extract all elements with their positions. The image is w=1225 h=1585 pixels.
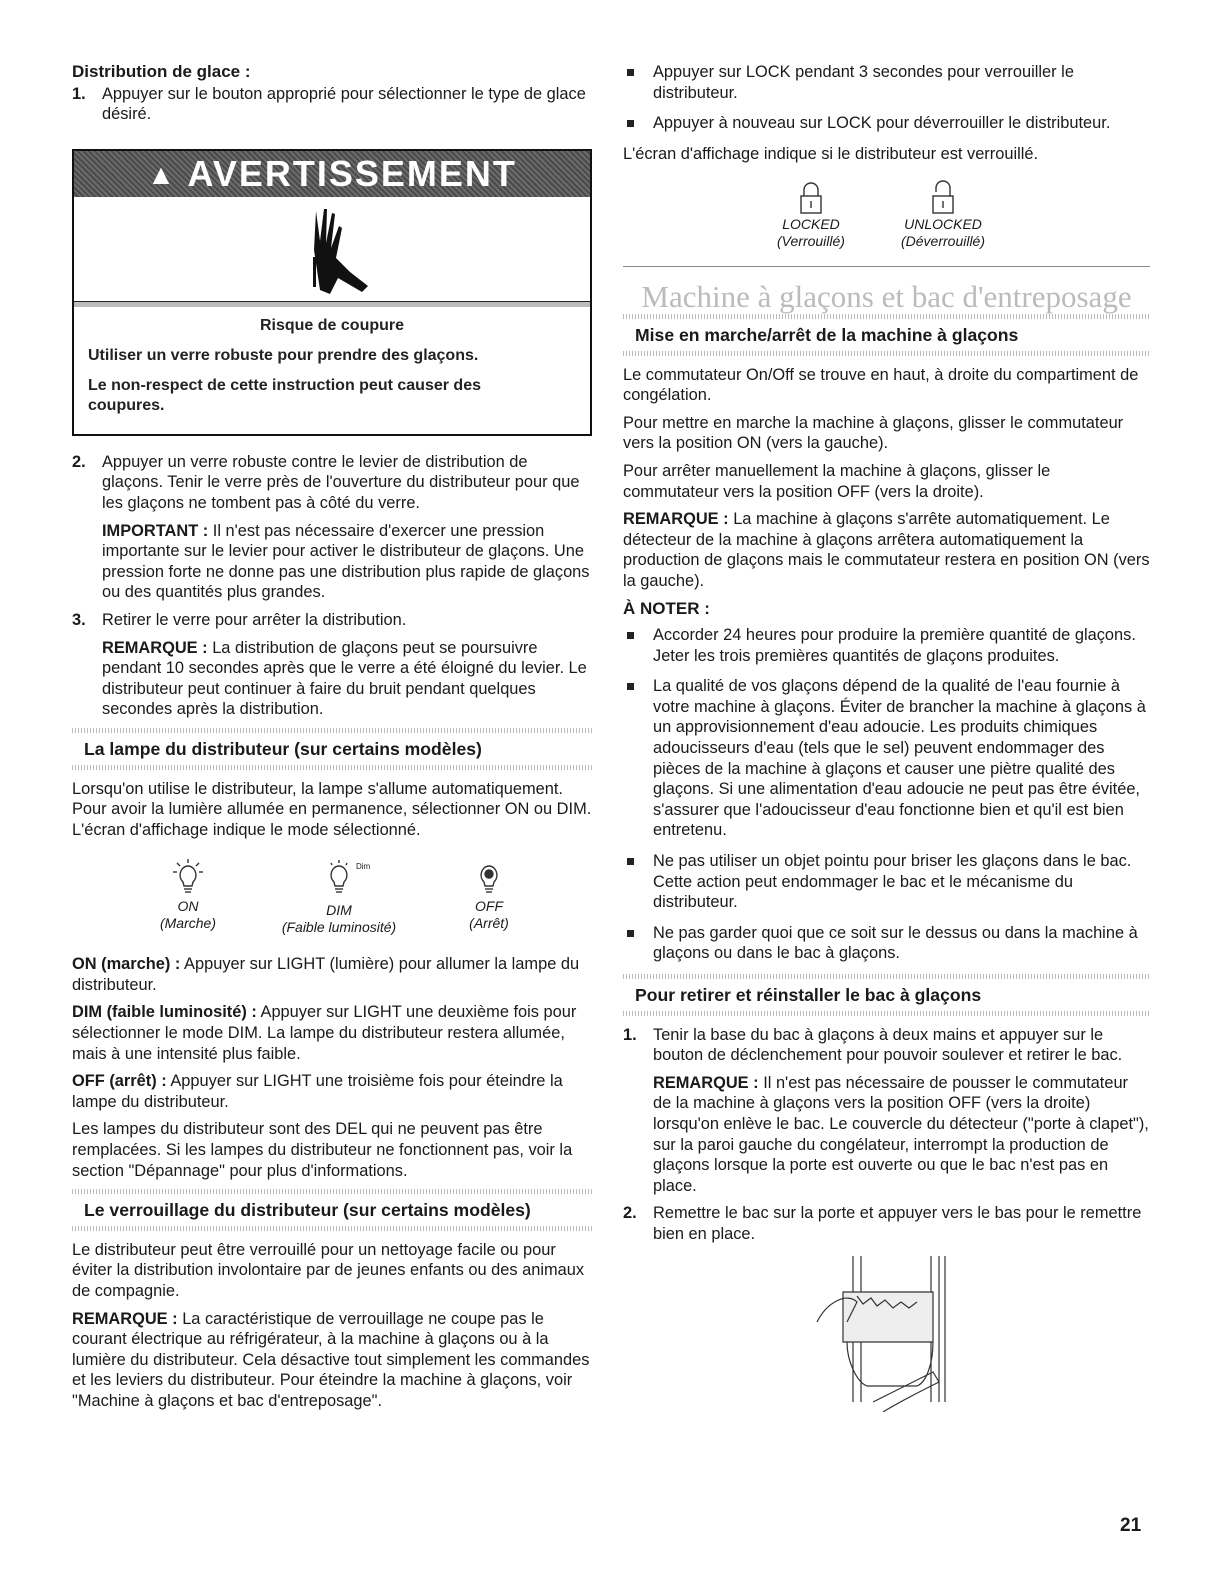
unlocked-sub: (Déverrouillé) <box>900 233 986 250</box>
lamp-on-label: ON <box>177 898 199 915</box>
lock-icons <box>623 180 1150 250</box>
lamp-off-label: OFF <box>475 898 503 915</box>
onoff-text-3: Pour arrêter manuellement la machine à glaçons, glisser le commutateur vers la position OFF (vers la droite). <box>623 461 1051 501</box>
remarque-note <box>102 638 592 720</box>
lamp-icons <box>72 858 592 936</box>
ice-bin-icon <box>813 1252 963 1412</box>
padlock-locked-icon <box>798 180 824 216</box>
step-number: 2. <box>72 452 86 471</box>
bin-step-2 <box>623 1203 1150 1244</box>
onoff-text-1: Le commutateur On/Off se trouve en haut, à droite du compartiment de congélation. <box>623 365 1139 405</box>
lock-section-title: Le verrouillage du distributeur (sur certains modèles) <box>84 1200 531 1221</box>
remarque-label: REMARQUE : <box>72 1309 178 1328</box>
padlock-unlocked-icon <box>930 180 956 216</box>
lock-remarque <box>72 1309 592 1412</box>
cut-hand-icon <box>74 197 590 301</box>
lamp-off-sub: (Arrêt) <box>469 915 509 932</box>
on-text: Appuyer sur LIGHT (lumière) pour allumer la lampe du distributeur. <box>72 955 580 994</box>
on-note <box>72 954 592 995</box>
step-number: 1. <box>72 84 86 103</box>
right-column <box>623 62 1150 1412</box>
lamp-icon-dim <box>264 858 414 936</box>
lock-bullet-1: Appuyer sur LOCK pendant 3 secondes pour verrouiller le distributeur. <box>623 62 1150 103</box>
lock-icon-unlocked <box>883 180 1003 250</box>
step-number: 3. <box>72 610 86 629</box>
bulb-on-icon <box>171 858 205 898</box>
lamp-section-header <box>72 728 592 770</box>
remarque-text: La caractéristique de verrouillage ne coupe pas le courant électrique au réfrigérateur, à la machine à glaçons ou à la lumière du distributeur. Cela désactive tout simplement les commandes et les leviers du distributeur. Pour éteindre la machine à glaçons, voir "Machine à glaçons et bac d'entreposage". <box>72 1309 590 1410</box>
lock-icon-locked <box>761 180 861 250</box>
warning-box <box>72 149 592 436</box>
lamp-icon-on <box>132 858 244 936</box>
warning-title: AVERTISSEMENT <box>187 152 517 194</box>
warning-line-1: Utiliser un verre robuste pour prendre des glaçons. <box>88 346 479 364</box>
onoff-section-header <box>623 314 1150 356</box>
step-2 <box>72 452 592 603</box>
lamp-text: Lorsqu'on utilise le distributeur, la lampe s'allume automatiquement. Pour avoir la lumière allumée en permanence, sélectionner ON ou DIM. L'écran d'affichage indique le mode sélectionné. <box>72 779 592 839</box>
step-number: 2. <box>623 1204 637 1223</box>
warning-line-2: Le non-respect de cette instruction peut causer des coupures. <box>88 376 481 414</box>
cut-hazard-pictogram <box>74 197 590 304</box>
bin-step-1 <box>623 1025 1150 1197</box>
ice-heading: Distribution de glace : <box>72 62 251 81</box>
lock-text: Le distributeur peut être verrouillé pour un nettoyage facile ou pour éviter la distribution involontaire par de jeunes enfants ou des animaux de compagnie. <box>72 1240 585 1300</box>
warning-risk: Risque de coupure <box>259 316 405 334</box>
off-label: OFF (arrêt) : <box>72 1072 167 1091</box>
step-text: Retirer le verre pour arrêter la distribution. <box>102 610 407 629</box>
step-text: Appuyer sur le bouton approprié pour sélectionner le type de glace désiré. <box>102 84 586 124</box>
important-label: IMPORTANT : <box>102 521 209 540</box>
remarque-label: REMARQUE : <box>102 638 208 657</box>
warning-triangle-icon: ▲ <box>147 158 177 190</box>
remarque-label: REMARQUE : <box>623 510 729 529</box>
dim-text: Appuyer sur LIGHT une deuxième fois pour sélectionner le mode DIM. La lampe du distributeur restera allumée, mais à une intensité plus faible. <box>72 1003 577 1063</box>
lamp-icon-off <box>434 858 544 936</box>
step-number: 1. <box>623 1025 637 1044</box>
note-bullet: La qualité de vos glaçons dépend de la qualité de l'eau fournie à votre machine à glaçons. Éviter de brancher la machine à glaçons à un approvisionnement d'eau adoucie. Les produits chimiques adoucisseurs d'eau (tels que le sel) peuvent endommager des pièces de la machine à glaçons et causer une piètre qualité des glaçons. Si une alimentation d'eau adoucie ne peut pas être évitée, s'assurer que l'adoucisseur d'eau fonctionne bien et qu'il est bien entretenu. <box>623 676 1150 841</box>
dim-label: DIM (faible luminosité) : <box>72 1003 257 1022</box>
display-text: L'écran d'affichage indique si le distributeur est verrouillé. <box>623 144 1039 163</box>
on-label: ON (marche) : <box>72 955 181 974</box>
bin-remarque <box>653 1073 1150 1197</box>
remarque-text: La distribution de glaçons peut se poursuivre pendant 10 secondes après que le verre a été éloigné du levier. Le distributeur peut continuer à faire du bruit pendant quelques secondes après la distribution. <box>102 638 587 719</box>
lamp-dim-label: DIM <box>326 902 352 919</box>
off-note <box>72 1071 592 1112</box>
bin-section-title: Pour retirer et réinstaller le bac à glaçons <box>635 985 982 1005</box>
dim-note <box>72 1002 592 1064</box>
off-text: Appuyer sur LIGHT une troisième fois pour éteindre la lampe du distributeur. <box>72 1072 563 1111</box>
lock-bullet-2: Appuyer à nouveau sur LOCK pour déverrouiller le distributeur. <box>623 113 1150 134</box>
section-title: Machine à glaçons et bac d'entreposage <box>641 279 1132 315</box>
noter-label: À NOTER : <box>623 598 710 618</box>
left-column <box>72 62 592 1419</box>
warning-text <box>74 304 590 434</box>
lamp-section-title: La lampe du distributeur (sur certains modèles) <box>84 738 482 759</box>
step-text: Tenir la base du bac à glaçons à deux mains et appuyer sur le bouton de déclenchement pour pouvoir soulever et retirer le bac. <box>653 1025 1123 1065</box>
led-text: Les lampes du distributeur sont des DEL qui ne peuvent pas être remplacées. Si les lampes du distributeur ne fonctionnent pas, voir la section "Dépannage" pour plus d'informations. <box>72 1120 573 1180</box>
lock-section-header <box>72 1189 592 1231</box>
bulb-off-icon <box>472 858 506 898</box>
lamp-on-sub: (Marche) <box>159 915 216 932</box>
bin-section-header <box>623 974 1150 1016</box>
warning-header <box>74 151 590 197</box>
note-bullet: Ne pas garder quoi que ce soit sur le dessus ou dans la machine à glaçons ou dans le bac à glaçons. <box>623 923 1150 964</box>
page-number: 21 <box>1120 1515 1142 1536</box>
important-text: Il n'est pas nécessaire d'exercer une pression importante sur le levier pour activer le distributeur de glaçons. Une pression forte ne donne pas une distribution plus rapide de glaçons ou des quantités plus grandes. <box>102 521 590 602</box>
step-3 <box>72 610 592 720</box>
locked-sub: (Verrouillé) <box>777 233 845 250</box>
onoff-text-2: Pour mettre en marche la machine à glaçons, glisser le commutateur vers la position ON (vers la gauche). <box>623 413 1124 453</box>
onoff-section-title: Mise en marche/arrêt de la machine à glaçons <box>635 324 1019 345</box>
lamp-dim-sub: (Faible luminosité) <box>281 919 397 936</box>
onoff-remarque <box>623 509 1150 591</box>
note-bullet: Ne pas utiliser un objet pointu pour briser les glaçons dans le bac. Cette action peut endommager le bac et le mécanisme du distributeur. <box>623 851 1150 913</box>
step-text: Remettre le bac sur la porte et appuyer vers le bas pour le remettre bien en place. <box>653 1204 1142 1243</box>
bulb-dim-icon <box>322 858 356 898</box>
remarque-label: REMARQUE : <box>653 1073 759 1092</box>
important-note <box>102 521 592 603</box>
remarque-text: La machine à glaçons s'arrête automatiquement. Le détecteur de la machine à glaçons arrêtera automatiquement la production de glaçons mais le commutateur restera en position ON (vers la gauche). <box>623 510 1150 590</box>
unlocked-label: UNLOCKED <box>904 216 982 233</box>
step-text: Appuyer un verre robuste contre le levier de distribution de glaçons. Tenir le verre près de l'ouverture du distributeur pour que les glaçons ne tombent pas à côté du verre. <box>102 452 580 512</box>
ice-bin-illustration <box>813 1252 963 1412</box>
dim-tag: Dim <box>356 862 371 872</box>
remarque-text: Il n'est pas nécessaire de pousser le commutateur de la machine à glaçons vers la position OFF (vers la droite) lorsqu'on enlève le bac. Le couvercle du détecteur ("porte à clapet"), sur la paroi gauche du congélateur, interrompt la production de glaçons lorsque la porte est ouverte ou que le bac n'est pas en place. <box>653 1073 1149 1195</box>
note-bullet: Accorder 24 heures pour produire la première quantité de glaçons. Jeter les trois premières quantités de glaçons produites. <box>623 625 1150 666</box>
locked-label: LOCKED <box>782 216 840 233</box>
step-1 <box>72 84 592 125</box>
